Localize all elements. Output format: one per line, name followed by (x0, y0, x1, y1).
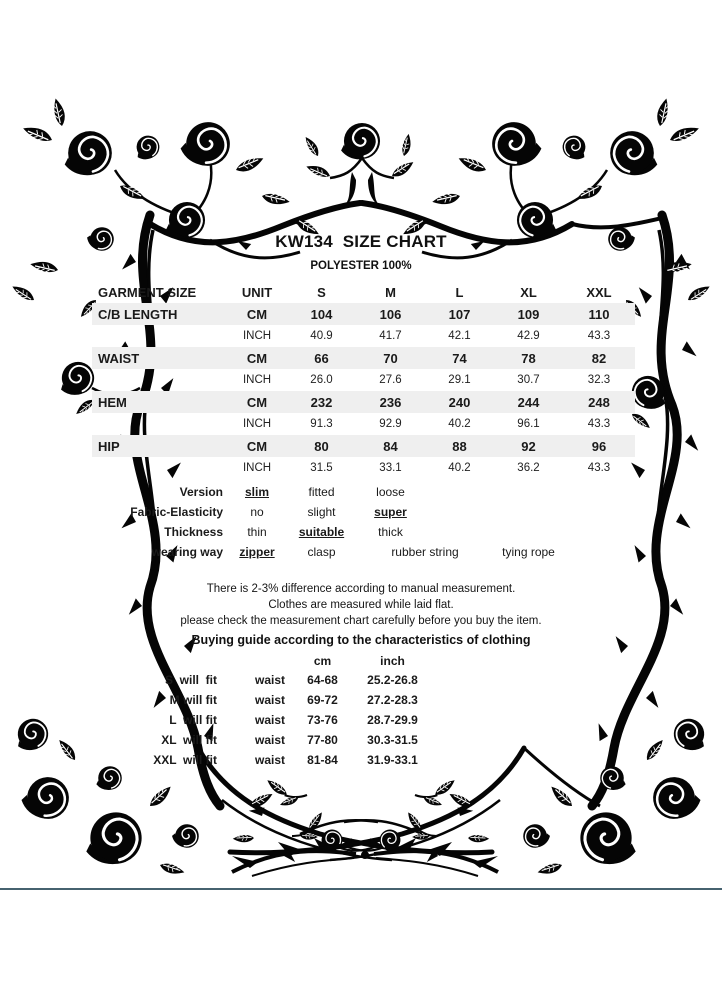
note-line: Clothes are measured while laid flat. (268, 599, 454, 611)
col-header-xl: XL (520, 284, 537, 300)
option-tying-rope: tying rope (502, 545, 555, 559)
attribute-row-version: Version slim fitted loose (92, 482, 635, 502)
col-header-s: S (317, 284, 326, 300)
option-thick: thick (378, 525, 403, 539)
buying-guide-row: XXL will fit waist 81-84 31.9-33.1 (153, 753, 418, 767)
option-fitted: fitted (308, 485, 335, 499)
col-header-xxl: XXL (586, 284, 612, 300)
col-header-unit: UNIT (241, 284, 273, 300)
option-thin: thin (247, 525, 267, 539)
flourish-center-dot (361, 851, 369, 859)
option-zipper: zipper (239, 545, 275, 559)
table-row: WAIST CM 66 70 74 78 82 (92, 347, 635, 369)
bottom-divider-line (0, 888, 722, 890)
option-slim: slim (244, 485, 269, 499)
col-header-inch: inch (380, 654, 405, 668)
buying-guide-row: S will fit waist 64-68 25.2-26.8 (164, 673, 418, 687)
option-clasp: clasp (307, 545, 336, 559)
table-row: HIP CM 80 84 88 92 96 (92, 435, 635, 457)
option-rubber-string: rubber string (391, 545, 459, 559)
table-row: HEM CM 232 236 240 244 248 (92, 391, 635, 413)
buying-guide-header-row (95, 652, 440, 670)
note-line: There is 2-3% difference according to manual measurement. (206, 583, 516, 595)
attribute-row-wearing-way: wearing way zipper clasp rubber string tying rope (92, 542, 635, 562)
table-row: INCH 40.9 41.7 42.1 42.9 43.3 (242, 330, 611, 342)
buying-guide-title: Buying guide according to the characteristics of clothing (191, 633, 531, 647)
table-row: INCH 26.0 27.6 29.1 30.7 32.3 (242, 374, 611, 386)
table-row: INCH 31.5 33.1 40.2 36.2 43.3 (242, 462, 611, 474)
option-no: no (250, 505, 264, 519)
top-center-rose-ornament (303, 123, 416, 206)
col-header-l: L (455, 284, 464, 300)
option-loose: loose (376, 485, 405, 499)
option-suitable: suitable (298, 525, 345, 539)
table-row: INCH 91.3 92.9 40.2 96.1 43.3 (242, 418, 611, 430)
col-header-m: M (385, 284, 396, 300)
note-line: please check the measurement chart carefully before you buy the item. (180, 615, 542, 627)
attribute-rows (92, 482, 635, 562)
buying-guide-row: L will fit waist 73-76 28.7-29.9 (169, 713, 418, 727)
col-header-garment-size: GARMENT SIZE (98, 284, 197, 300)
size-table-header-row (92, 281, 635, 303)
page-title: KW134 SIZE CHART (275, 232, 447, 251)
size-table (92, 281, 635, 479)
option-super: super (374, 505, 407, 519)
attribute-row-thickness: Thickness thin suitable thick (92, 522, 635, 542)
measurement-notes (0, 581, 722, 629)
fabric-label: POLYESTER 100% (310, 260, 412, 272)
table-row: C/B LENGTH CM 104 106 107 109 110 (92, 303, 635, 325)
attribute-row-elasticity: Fabric-Elasticity no slight super (92, 502, 635, 522)
buying-guide-row: XL will fit waist 77-80 30.3-31.5 (161, 733, 418, 747)
col-header-cm: cm (313, 654, 332, 668)
buying-guide-row: M will fit waist 69-72 27.2-28.3 (169, 693, 418, 707)
buying-guide-table (95, 652, 440, 770)
option-slight: slight (307, 505, 336, 519)
